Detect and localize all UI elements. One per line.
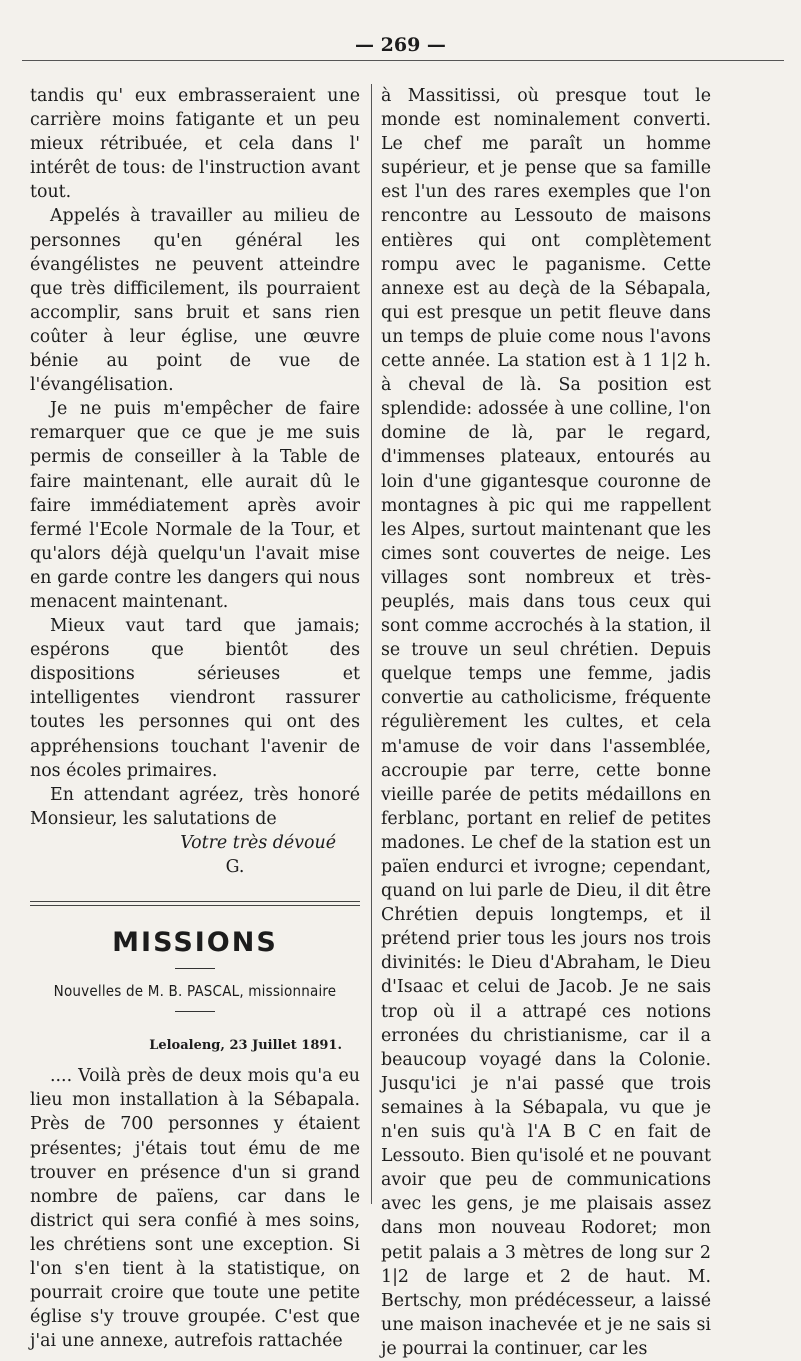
paragraph: tandis qu' eux embrasseraient une carrière moins fatigante et un peu mieux rétribuée, et cela dans l' intérêt de tous: de l'instruction avant tout. <box>30 86 360 203</box>
paragraph: .... Voilà près de deux mois qu'a eu lieu mon installation à la Sébapala. Près de 700 personnes y étaient présentes; j'étais tout ému de me trouver en présence d'un si grand nombre de païens, car dans le district qui sera confié à mes soins, les chrétiens sont une exception. Si l'on s'en tient à la statistique, on pourrait croire que toute une petite église s'y trouve groupée. C'est que j'ai une annexe, autrefois rattachée <box>30 1066 360 1352</box>
paragraph: à Massitissi, où presque tout le monde est nominalement converti. Le chef me paraît un homme supérieur, et je pense que sa famille est l'un des rares exemples que l'on rencontre au Lessouto de maisons entières qui ont complètement rompu avec le paganisme. Cette annexe est au deçà de la Sébapala, qui est presque un petit fleuve dans un temps de pluie come nous l'avons cette année. La station est à 1 1|2 h. à cheval de là. Sa position est splendide: adossée à une colline, l'on domine de là, par le regard, d'immenses plateaux, entourés au loin d'une gigantesque couronne de montagnes à pic qui me rappellent les Alpes, surtout maintenant que les cimes sont couvertes de neige. Les villages sont nombreux et très-peuplés, mais dans tous ceux qui sont comme accrochés à la station, il se trouve un seul chrétien. Depuis quelque temps une femme, jadis convertie au catholicisme, fréquente régulièrement les cultes, et cela m'amuse de voir dans l'assemblée, accroupie par terre, cette bonne vieille parée de petits médaillons en ferblanc, portant en relief de petites madones. Le chef de la station est un païen endurci et ivrogne; cependant, quand on lui parle de Dieu, il dit être Chrétien depuis longtemps, et il prétend prier tous les jours nos trois divinités: le Dieu d'Abraham, le Dieu d'Isaac et celui de Jacob. Je ne sais trop où il a attrapé ces notions erronées du christianisme, car il a beaucoup voyagé dans la Colonie. Jusqu'ici je n'ai passé que trois semaines à la Sébapala, vu que je n'en suis qu'à l'A B C en fait de Lessouto. Bien qu'isolé et ne pouvant avoir que peu de communications avec les gens, je me plaisais assez dans mon nouveau Rodoret; mon petit palais a 3 mètres de long sur 2 1|2 de large et 2 de haut. M. Bertschy, mon prédécesseur, a laissé une maison inachevée et je ne sais si je pourrai la continuer, car les <box>381 86 711 1359</box>
section-separator <box>30 901 360 906</box>
subtitle-rule <box>175 1011 215 1012</box>
right-column <box>381 84 711 1361</box>
left-column <box>30 84 360 1353</box>
section-title: MISSIONS <box>112 927 278 959</box>
paragraph: En attendant agréez, très honoré Monsieur, les salutations de <box>30 784 360 829</box>
dateline: Leloaleng, 23 Juillet 1891. <box>149 1038 342 1054</box>
header-rule <box>22 60 784 61</box>
signature: Votre très dévoué <box>180 832 336 853</box>
paragraph: Appelés à travailler au milieu de personnes qu'en général les évangélistes ne peuvent atteindre que très difficilement, ils pourraient accomplir, sans bruit et sans rien coûter à leur église, une œuvre bénie au point de vue de l'évangélisation. <box>30 206 360 396</box>
column-divider <box>371 84 372 1204</box>
paragraph: Mieux vaut tard que jamais; espérons que bientôt des dispositions sérieuses et intelligentes viendront rassurer toutes les personnes qui ont des appréhensions touchant l'avenir de nos écoles primaires. <box>30 616 360 781</box>
signature-initial: G. <box>225 857 245 877</box>
title-rule <box>175 968 215 969</box>
article-subtitle: Nouvelles de M. B. PASCAL, missionnaire <box>53 982 337 1001</box>
page-number: — 269 — <box>355 34 446 56</box>
paragraph: Je ne puis m'empêcher de faire remarquer que ce que je me suis permis de conseiller à la Table de faire maintenant, elle aurait dû le faire immédiatement après avoir fermé l'Ecole Normale de la Tour, et qu'alors déjà quelqu'un l'avait mise en garde contre les dangers qui nous menacent maintenant. <box>30 399 360 612</box>
